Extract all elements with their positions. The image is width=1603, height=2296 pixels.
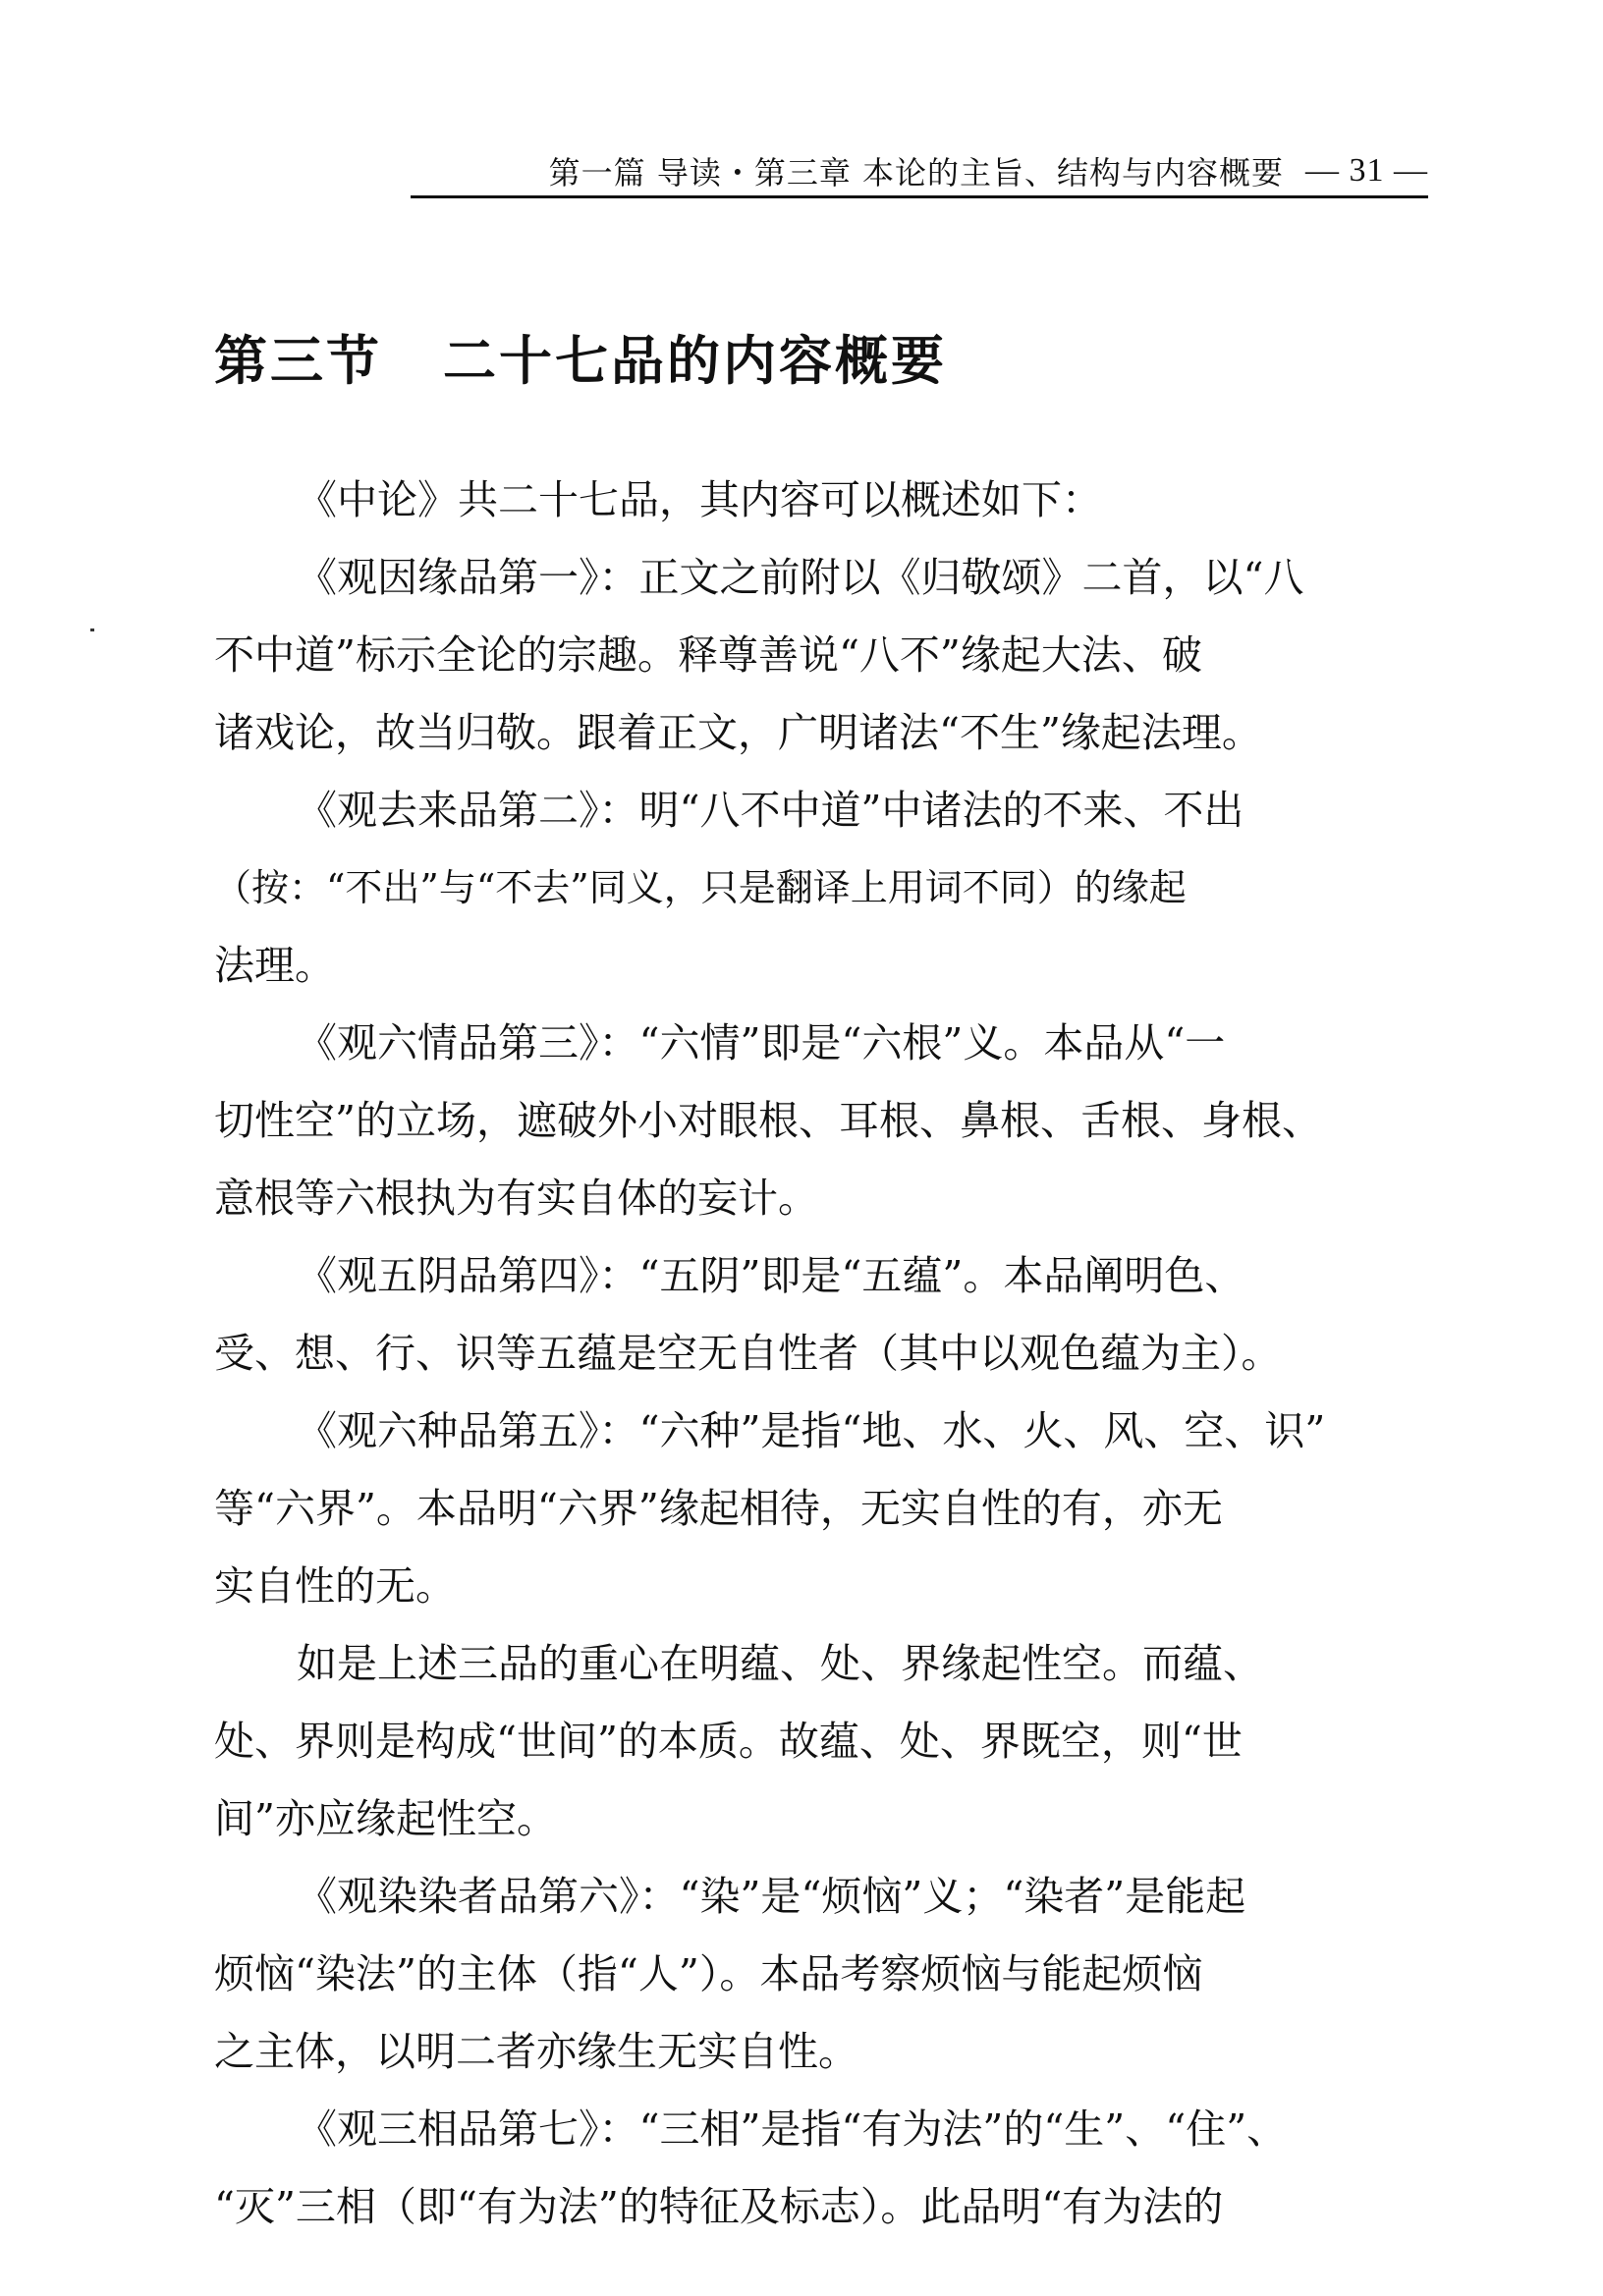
text-line: 《观六情品第三》：“六情”即是“六根”义。本品从“一 <box>297 1019 1226 1066</box>
text-line: 《观六种品第五》：“六种”是指“地、水、火、风、空、识” <box>297 1407 1326 1454</box>
text-line: 不中道”标示全论的宗趣。释尊善说“八不”缘起大法、破 <box>214 631 1202 679</box>
section-label: 第三节 <box>214 330 382 392</box>
scan-speck <box>90 629 94 631</box>
page-number: — 31 — <box>1305 152 1428 189</box>
text-line: 受、想、行、识等五蕴是空无自性者（其中以观色蕴为主）。 <box>214 1330 1282 1377</box>
running-header <box>411 147 1428 194</box>
text-line: 《观去来品第二》：明“八不中道”中诸法的不来、不出 <box>297 787 1244 834</box>
text-line: 实自性的无。 <box>214 1562 456 1610</box>
text-line: 法理。 <box>214 942 335 989</box>
text-line: 之主体，以明二者亦缘生无实自性。 <box>214 2028 858 2075</box>
section-title: 二十七品的内容概要 <box>443 330 947 392</box>
text-line: 《中论》共二十七品，其内容可以概述如下： <box>297 476 1102 523</box>
text-line: 如是上述三品的重心在明蕴、处、界缘起性空。而蕴、 <box>297 1640 1263 1687</box>
text-line: 切性空”的立场，遮破外小对眼根、耳根、鼻根、舌根、身根、 <box>214 1097 1322 1144</box>
text-line: 间”亦应缘起性空。 <box>214 1795 557 1842</box>
text-line: 处、界则是构成“世间”的本质。故蕴、处、界既空，则“世 <box>214 1718 1243 1765</box>
running-title: 第一篇 导读・第三章 本论的主旨、结构与内容概要 <box>548 154 1284 191</box>
text-line: 意根等六根执为有实自体的妄计。 <box>214 1175 818 1222</box>
text-line: 《观五阴品第四》：“五阴”即是“五蕴”。本品阐明色、 <box>297 1252 1245 1299</box>
text-line: （按：“不出”与“不去”同义，只是翻译上用词不同）的缘起 <box>214 866 1187 909</box>
header-rule <box>411 195 1428 198</box>
body-text <box>214 462 1428 2246</box>
text-line: 等“六界”。本品明“六界”缘起相待，无实自性的有，亦无 <box>214 1485 1223 1532</box>
text-line: 诸戏论，故当归敬。跟着正文，广明诸法“不生”缘起法理。 <box>214 709 1262 756</box>
text-line: 烦恼“染法”的主体（指“人”）。本品考察烦恼与能起烦恼 <box>214 1950 1203 1997</box>
section-heading <box>214 319 947 392</box>
text-line: 《观三相品第七》：“三相”是指“有为法”的“生”、“住”、 <box>297 2105 1288 2153</box>
text-line: 《观因缘品第一》：正文之前附以《归敬颂》二首，以“八 <box>297 554 1304 601</box>
text-line: “灭”三相（即“有为法”的特征及标志）。此品明“有为法的 <box>214 2183 1224 2230</box>
text-line: 《观染染者品第六》：“染”是“烦恼”义；“染者”是能起 <box>297 1873 1246 1920</box>
